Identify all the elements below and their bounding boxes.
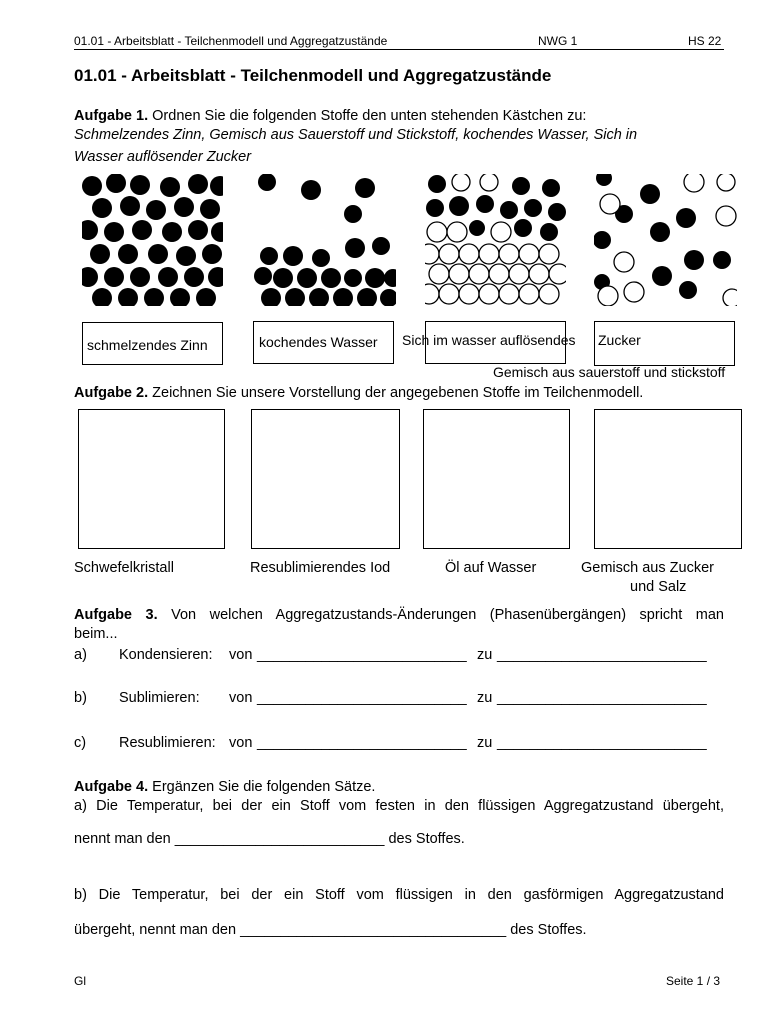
caption-3: Öl auf Wasser xyxy=(445,560,537,576)
task3-label: Aufgabe 3. xyxy=(74,607,158,623)
task3-text-line2: beim... xyxy=(74,626,118,642)
task3-instruction xyxy=(74,605,724,626)
particle-image-dissolving-sugar xyxy=(425,174,566,306)
row-a-blank-from[interactable]: __________________________ xyxy=(257,647,467,663)
drawing-box-4[interactable] xyxy=(594,409,742,549)
row-c-blank-from[interactable]: __________________________ xyxy=(257,735,467,751)
task4-b-line1: b) Die Temperatur, bei der ein Stoff vom flüssigen in den gasförmigen Aggregatzustand xyxy=(74,887,724,903)
task1-text: Ordnen Sie die folgenden Stoffe den unten stehenden Kästchen zu: xyxy=(152,108,587,124)
task1-instruction xyxy=(74,106,734,127)
footer-page-number: Seite 1 / 3 xyxy=(666,974,721,988)
task4-a-line1: a) Die Temperatur, bei der ein Stoff vom festen in den flüssigen Aggregatzustand übergeht, xyxy=(74,798,724,814)
task1-items-line2: Wasser auflösender Zucker xyxy=(74,149,252,165)
row-c-blank-to[interactable]: __________________________ xyxy=(497,735,707,751)
task2-instruction xyxy=(74,383,643,404)
row-b-von: von xyxy=(229,690,253,706)
answer-box-4-text: Zucker xyxy=(598,332,641,348)
row-c-von: von xyxy=(229,735,253,751)
drawing-box-3[interactable] xyxy=(423,409,570,549)
answer-box-2-text: kochendes Wasser xyxy=(259,334,378,350)
row-a-blank-to[interactable]: __________________________ xyxy=(497,647,707,663)
answer-box-1-text: schmelzendes Zinn xyxy=(87,337,208,353)
row-b-blank-to[interactable]: __________________________ xyxy=(497,690,707,706)
answer-gemisch-text: Gemisch aus sauerstoff und stickstoff xyxy=(493,364,726,380)
particle-image-liquid xyxy=(82,174,223,306)
task4-a-line2 xyxy=(74,829,465,850)
footer-left: Gl xyxy=(74,974,86,988)
task4-b-line2 xyxy=(74,920,587,941)
drawing-box-2[interactable] xyxy=(251,409,400,549)
task4-b-pre: übergeht, nennt man den xyxy=(74,922,237,938)
task1-label: Aufgabe 1. xyxy=(74,108,149,124)
caption-4-line1: Gemisch aus Zucker xyxy=(581,560,714,576)
caption-2: Resublimierendes Iod xyxy=(250,560,391,576)
caption-4-line2: und Salz xyxy=(630,579,687,595)
row-a-zu: zu xyxy=(477,647,493,663)
row-b-term: Sublimieren: xyxy=(119,690,200,706)
particle-image-gas-boiling xyxy=(253,174,396,306)
particle-image-gas-mixture xyxy=(594,174,737,306)
task1-items-line1: Schmelzendes Zinn, Gemisch aus Sauerstoff und Stickstoff, kochendes Wasser, Sich in xyxy=(74,127,638,143)
answer-box-1[interactable] xyxy=(82,322,223,365)
answer-box-3-text: Sich im wasser auflösendes xyxy=(402,332,576,348)
row-a-letter: a) xyxy=(74,647,87,663)
task4-instruction xyxy=(74,777,375,798)
row-c-letter: c) xyxy=(74,735,87,751)
task4-a-pre: nennt man den xyxy=(74,831,171,847)
page-title: 01.01 - Arbeitsblatt - Teilchenmodell und Aggregatzustände xyxy=(74,66,552,85)
drawing-box-1[interactable] xyxy=(78,409,225,549)
task4-text: Ergänzen Sie die folgenden Sätze. xyxy=(152,779,376,795)
task3-text: Von welchen Aggregatzustands-Änderungen (Phasenübergängen) spricht man xyxy=(171,607,724,623)
task4-label: Aufgabe 4. xyxy=(74,779,149,795)
row-b-letter: b) xyxy=(74,690,87,706)
task2-text: Zeichnen Sie unsere Vorstellung der angegebenen Stoffe im Teilchenmodell. xyxy=(152,385,644,401)
task4-b-blank[interactable]: _________________________________ xyxy=(240,922,507,938)
task4-b-post: des Stoffes. xyxy=(510,922,587,938)
caption-1: Schwefelkristall xyxy=(74,560,174,576)
row-c-term: Resublimieren: xyxy=(119,735,216,751)
header-left: 01.01 - Arbeitsblatt - Teilchenmodell und Aggregatzustände xyxy=(74,34,388,48)
header-center: NWG 1 xyxy=(538,34,578,48)
row-a-von: von xyxy=(229,647,253,663)
row-c-zu: zu xyxy=(477,735,493,751)
task2-label: Aufgabe 2. xyxy=(74,385,149,401)
task4-a-blank[interactable]: __________________________ xyxy=(174,831,385,847)
row-b-blank-from[interactable]: __________________________ xyxy=(257,690,467,706)
row-a-term: Kondensieren: xyxy=(119,647,213,663)
row-b-zu: zu xyxy=(477,690,493,706)
header-right: HS 22 xyxy=(688,34,722,48)
header-divider xyxy=(74,49,724,50)
answer-box-2[interactable] xyxy=(253,321,394,364)
task4-a-post: des Stoffes. xyxy=(388,831,465,847)
